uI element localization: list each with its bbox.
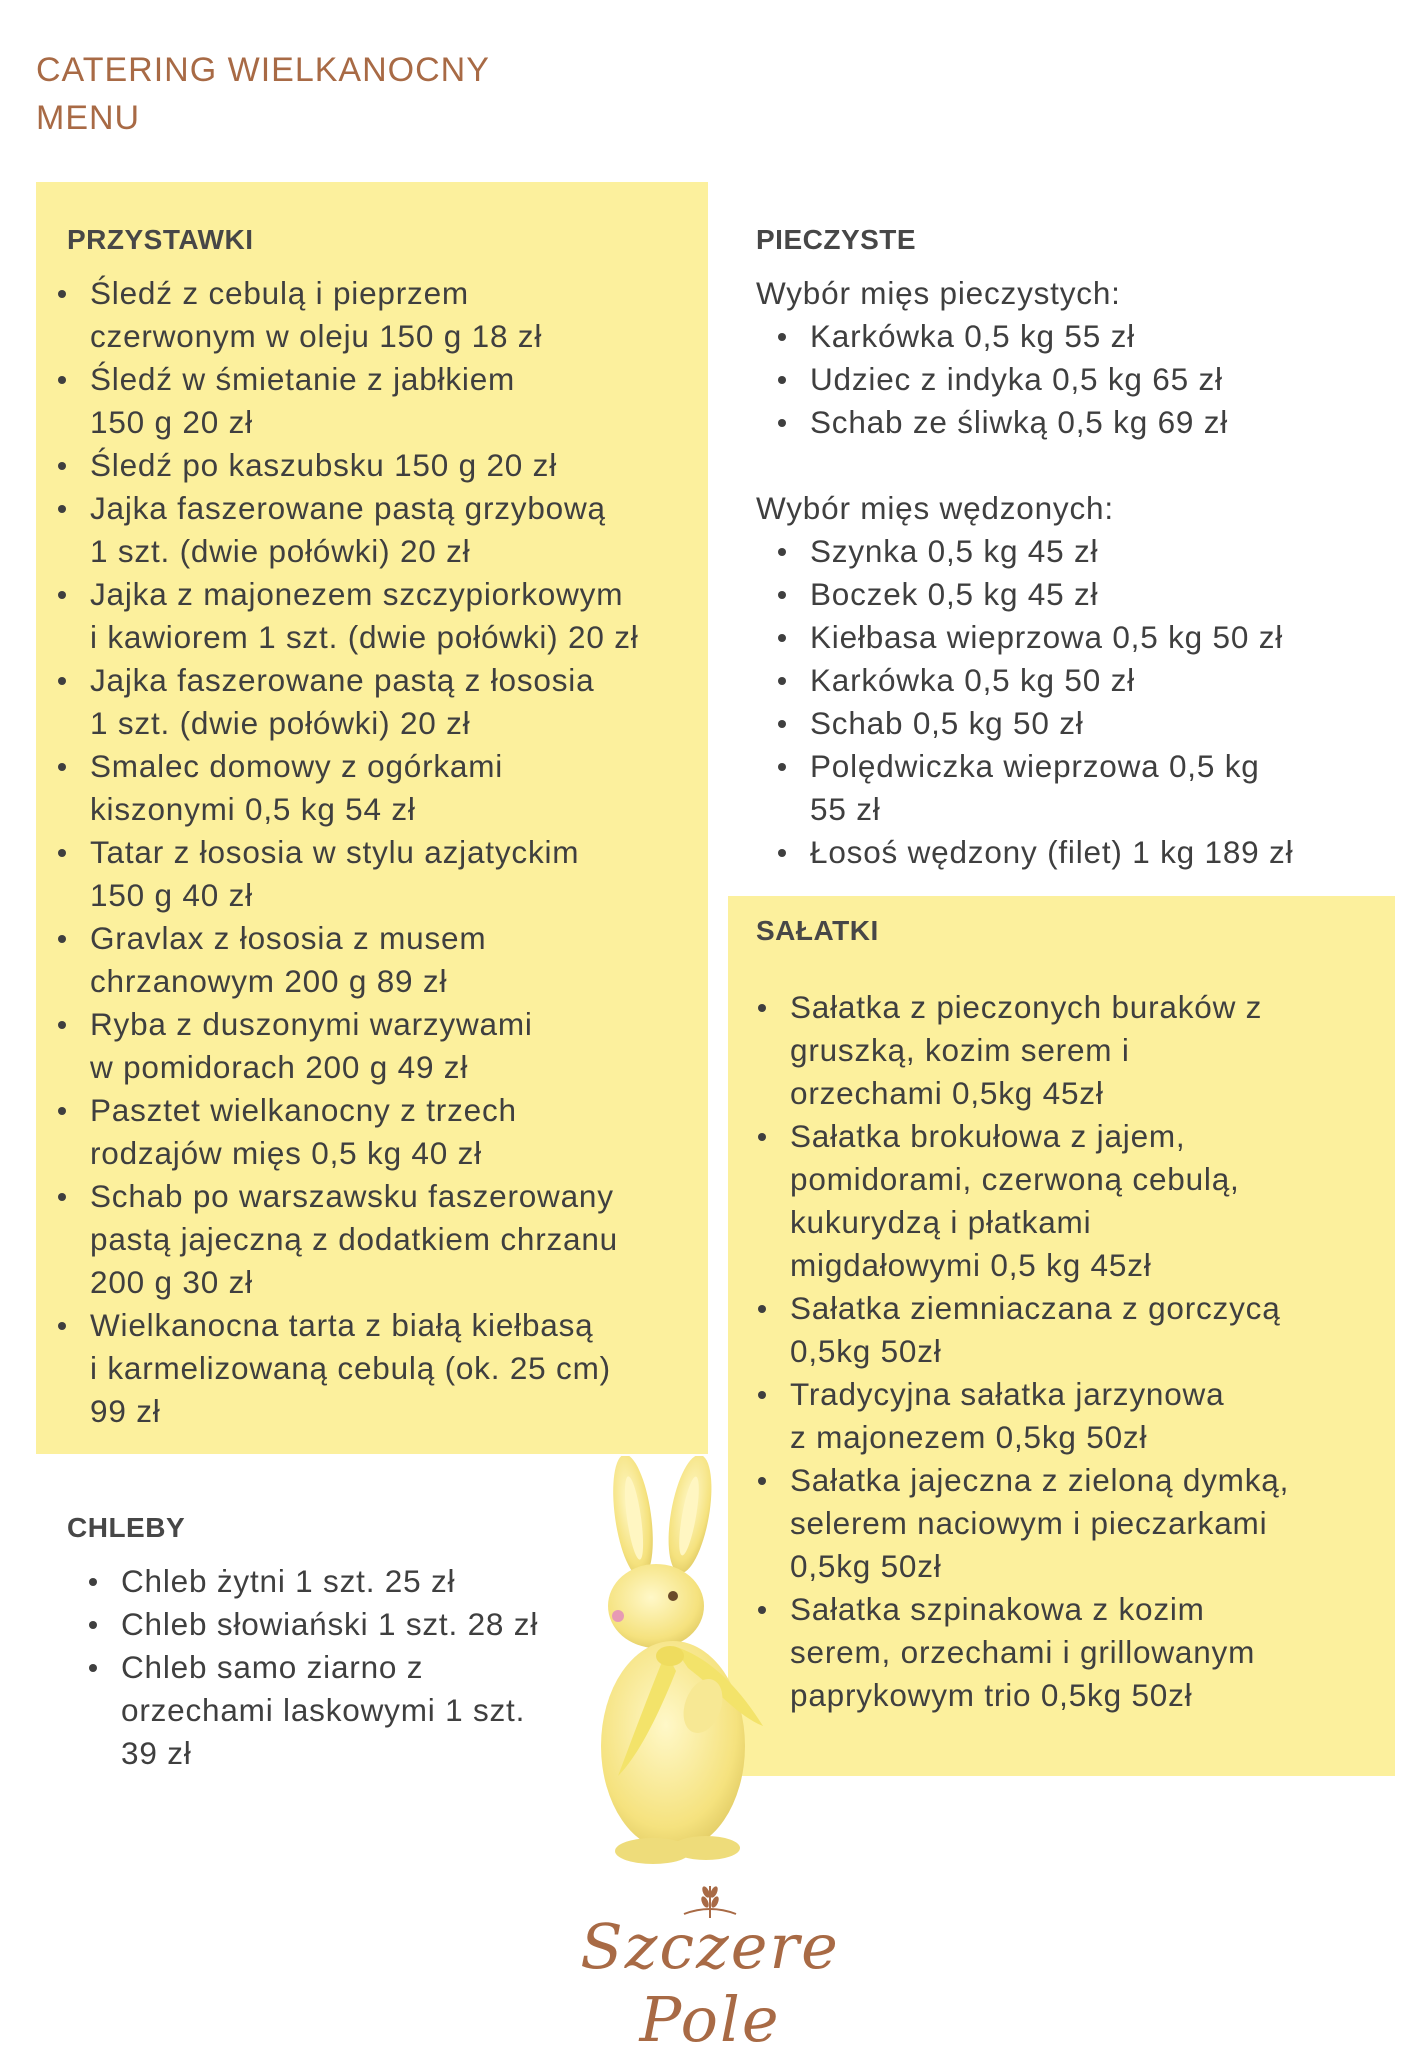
- menu-item-line: i karmelizowaną cebulą (ok. 25 cm): [90, 1350, 611, 1386]
- menu-item-line: paprykowym trio 0,5kg 50zł: [790, 1677, 1193, 1713]
- menu-item-line: 55 zł: [810, 791, 881, 827]
- menu-item-line: gruszką, kozim serem i: [790, 1032, 1130, 1068]
- menu-item-line: Jajka z majonezem szczypiorkowym: [90, 576, 624, 612]
- menu-item-line: Tatar z łososia w stylu azjatyckim: [90, 834, 580, 870]
- menu-item-line: z majonezem 0,5kg 50zł: [790, 1419, 1148, 1455]
- menu-item: [758, 1588, 1388, 1717]
- menu-item: [778, 616, 1398, 659]
- menu-item-line: 99 zł: [90, 1393, 161, 1429]
- roasted-label: Wybór mięs pieczystych:: [756, 275, 1121, 311]
- menu-item: [778, 401, 1398, 444]
- menu-item: [778, 659, 1398, 702]
- menu-item: [58, 444, 708, 487]
- menu-item-line: pomidorami, czerwoną cebulą,: [790, 1161, 1240, 1197]
- menu-item: [58, 358, 708, 444]
- menu-item-line: 1 szt. (dwie połówki) 20 zł: [90, 533, 471, 569]
- menu-item-line: Gravlax z łososia z musem: [90, 920, 487, 956]
- menu-item: [58, 831, 708, 917]
- menu-item-line: Ryba z duszonymi warzywami: [90, 1006, 533, 1042]
- menu-item-line: w pomidorach 200 g 49 zł: [90, 1049, 469, 1085]
- page-title: [36, 46, 490, 142]
- menu-item-line: Chleb słowiański 1 szt. 28 zł: [121, 1606, 539, 1642]
- menu-item-line: Polędwiczka wieprzowa 0,5 kg: [810, 748, 1260, 784]
- menu-item: [778, 745, 1398, 831]
- menu-item-line: Karkówka 0,5 kg 55 zł: [810, 318, 1135, 354]
- menu-item-line: rodzajów mięs 0,5 kg 40 zł: [90, 1135, 482, 1171]
- menu-item-line: Chleb żytni 1 szt. 25 zł: [121, 1563, 456, 1599]
- menu-item-line: 0,5kg 50zł: [790, 1333, 942, 1369]
- menu-item: [58, 659, 708, 745]
- menu-item-line: i kawiorem 1 szt. (dwie połówki) 20 zł: [90, 619, 639, 655]
- menu-item-line: Schab 0,5 kg 50 zł: [810, 705, 1084, 741]
- przystawki-list: [58, 272, 708, 1433]
- menu-item-line: 39 zł: [121, 1735, 192, 1771]
- menu-item: [758, 1115, 1388, 1287]
- menu-item-line: Sałatka brokułowa z jajem,: [790, 1118, 1186, 1154]
- menu-item-line: Śledź w śmietanie z jabłkiem: [90, 361, 516, 397]
- brand-logo: [530, 1880, 890, 2056]
- menu-item-line: Wielkanocna tarta z białą kiełbasą: [90, 1307, 594, 1343]
- menu-item: [58, 1089, 708, 1175]
- menu-item-line: 0,5kg 50zł: [790, 1548, 942, 1584]
- menu-item: [758, 986, 1388, 1115]
- menu-item: [58, 272, 708, 358]
- menu-item-line: 1 szt. (dwie połówki) 20 zł: [90, 705, 471, 741]
- menu-item: [89, 1646, 609, 1775]
- menu-item: [58, 1175, 708, 1304]
- menu-item: [58, 1003, 708, 1089]
- pieczyste-heading: PIECZYSTE: [756, 224, 917, 255]
- menu-item-line: Karkówka 0,5 kg 50 zł: [810, 662, 1135, 698]
- menu-item-line: Schab ze śliwką 0,5 kg 69 zł: [810, 404, 1229, 440]
- menu-item-line: Chleb samo ziarno z: [121, 1649, 424, 1685]
- menu-item: [758, 1459, 1388, 1588]
- menu-item: [778, 530, 1398, 573]
- menu-item-line: Sałatka szpinakowa z kozim: [790, 1591, 1205, 1627]
- menu-item-line: 150 g 20 zł: [90, 404, 253, 440]
- chleby-list: [89, 1560, 609, 1775]
- menu-item-line: Śledź po kaszubsku 150 g 20 zł: [90, 447, 558, 483]
- menu-item: [58, 1304, 708, 1433]
- menu-item-line: pastą jajeczną z dodatkiem chrzanu: [90, 1221, 618, 1257]
- menu-item-line: czerwonym w oleju 150 g 18 zł: [90, 318, 543, 354]
- menu-item-line: kukurydzą i płatkami: [790, 1204, 1092, 1240]
- salatki-heading: SAŁATKI: [756, 915, 879, 946]
- menu-item-line: Smalec domowy z ogórkami: [90, 748, 504, 784]
- easter-bunny-image: [578, 1456, 768, 1866]
- menu-item-line: 150 g 40 zł: [90, 877, 253, 913]
- menu-item-line: Sałatka ziemniaczana z gorczycą: [790, 1290, 1281, 1326]
- menu-item: [778, 573, 1398, 616]
- menu-item: [778, 358, 1398, 401]
- chleby-heading: CHLEBY: [67, 1512, 186, 1543]
- title-line-1: CATERING WIELKANOCNY: [36, 51, 490, 89]
- menu-item: [58, 917, 708, 1003]
- menu-item-line: orzechami 0,5kg 45zł: [790, 1075, 1104, 1111]
- roasted-list: [778, 315, 1398, 444]
- menu-item-line: selerem naciowym i pieczarkami: [790, 1505, 1268, 1541]
- menu-item-line: Sałatka z pieczonych buraków z: [790, 989, 1263, 1025]
- menu-item: [778, 315, 1398, 358]
- menu-item-line: migdałowymi 0,5 kg 45zł: [790, 1247, 1152, 1283]
- menu-item-line: Szynka 0,5 kg 45 zł: [810, 533, 1099, 569]
- menu-item: [89, 1560, 609, 1603]
- menu-item-line: chrzanowym 200 g 89 zł: [90, 963, 448, 999]
- menu-item-line: 200 g 30 zł: [90, 1264, 253, 1300]
- smoked-list: [778, 530, 1398, 874]
- menu-item-line: orzechami laskowymi 1 szt.: [121, 1692, 526, 1728]
- brand-logo-text: Szczere Pole: [580, 1910, 840, 2056]
- menu-item-line: Kiełbasa wieprzowa 0,5 kg 50 zł: [810, 619, 1284, 655]
- menu-item: [58, 745, 708, 831]
- menu-item: [778, 702, 1398, 745]
- smoked-label: Wybór mięs wędzonych:: [756, 490, 1114, 526]
- menu-item-line: Boczek 0,5 kg 45 zł: [810, 576, 1099, 612]
- menu-item: [58, 573, 708, 659]
- menu-item-line: Sałatka jajeczna z zieloną dymką,: [790, 1462, 1290, 1498]
- menu-item-line: Schab po warszawsku faszerowany: [90, 1178, 614, 1214]
- menu-item-line: Jajka faszerowane pastą grzybową: [90, 490, 606, 526]
- salatki-list: [758, 986, 1388, 1717]
- menu-item-line: Śledź z cebulą i pieprzem: [90, 275, 469, 311]
- menu-item: [778, 831, 1398, 874]
- menu-item-line: serem, orzechami i grillowanym: [790, 1634, 1256, 1670]
- menu-item-line: Tradycyjna sałatka jarzynowa: [790, 1376, 1225, 1412]
- menu-item: [758, 1287, 1388, 1373]
- title-line-2: MENU: [36, 99, 141, 137]
- menu-item-line: Pasztet wielkanocny z trzech: [90, 1092, 517, 1128]
- przystawki-heading: PRZYSTAWKI: [67, 224, 254, 255]
- menu-item: [758, 1373, 1388, 1459]
- menu-item-line: Udziec z indyka 0,5 kg 65 zł: [810, 361, 1223, 397]
- menu-item: [58, 487, 708, 573]
- menu-item: [89, 1603, 609, 1646]
- menu-item-line: Jajka faszerowane pastą z łososia: [90, 662, 595, 698]
- menu-item-line: Łosoś wędzony (filet) 1 kg 189 zł: [810, 834, 1294, 870]
- menu-item-line: kiszonymi 0,5 kg 54 zł: [90, 791, 416, 827]
